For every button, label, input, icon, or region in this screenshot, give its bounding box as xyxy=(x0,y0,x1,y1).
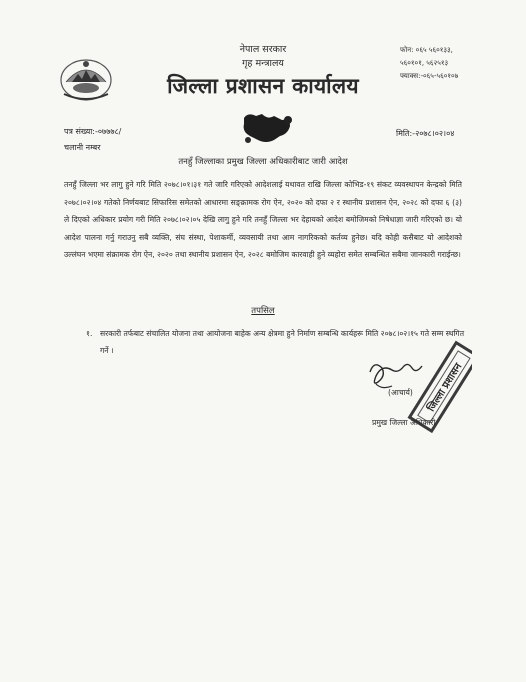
office-title: जिल्ला प्रशासन कार्यालय xyxy=(167,74,359,98)
government-name: नेपाल सरकार xyxy=(239,44,287,55)
stamp-text: जिल्ला प्रशासन xyxy=(426,361,465,414)
ministry-name: गृह मन्त्रालय xyxy=(242,58,284,69)
ink-blot-mark xyxy=(238,110,296,146)
signatory-designation: प्रमुख जिल्ला अधिकारी xyxy=(372,418,436,427)
subject-line: तनहुँ जिल्लाका प्रमुख जिल्ला अधिकारीबाट जारी आदेश xyxy=(178,157,348,167)
order-body: तनहुँ जिल्ला भर लागु हुने गरि मिति २०७८।०१।३१ गते जारि गरिएको आदेशलाई यथावत राखि जिल्ला कोभिड-१९ संकट व्यवस्थापन केन्द्रको मिति २०७८।०२।०४ गतेको निर्णयबाट सिफारिस समेतको आधारमा सङ्क्रामक रोग ऐन, २०२० को दफा २ र स्थानीय प्रशासन ऐन, २०२८ को दफा ६ (३) ले दिएको अधिकार प्रयोग गरी मिति २०७८।०२।०५ देखि लागु हुने गरि तनहुँ जिल्ला भर देहायको आदेश बमोजिमको निषेधाज्ञा जारी गरिएको छ। यो आदेश पालना गर्नु गराउनु सबै व्यक्ति, संघ संस्था, पेशाकर्मी, व्यवसायी तथा आम नागरिकको कर्तव्य हुनेछ। यदि कोही कसैबाट यो आदेशको उल्लंघन भएमा संक्रामक रोग ऐन, २०२० तथा स्थानीय प्रशासन ऐन, २०२८ बमोजिम कारवाही हुने व्यहोरा समेत सम्बन्धित सबैमा जानकारी गराईन्छ। xyxy=(64,180,462,260)
schedule-heading: तपसिल xyxy=(251,306,275,316)
contact-fax: फ्याक्स:-०६५-५६०१०७ xyxy=(400,72,459,80)
reference-block xyxy=(64,124,121,156)
contact-block xyxy=(400,44,515,83)
letter-date: मिति:-२०७८।०२।०४ xyxy=(396,129,455,138)
item-text: सरकारी तर्फबाट संचालित योजना तथा आयोजना बाहेक अन्य क्षेत्रमा हुने निर्माण सम्बन्धि कार्यहरू मिति २०७८।०२।१५ गते सम्म स्थगित गर्ने । xyxy=(100,329,465,355)
signatory-name: (आचार्य) xyxy=(388,388,413,397)
reference-number: पत्र संख्या:-०७७७८/ xyxy=(64,127,122,136)
item-number: १. xyxy=(86,329,93,338)
signature-and-stamp xyxy=(362,338,472,448)
handwritten-signature xyxy=(370,364,422,387)
contact-phone-1: फोन: ०६५ ५६०१३३, xyxy=(400,46,453,54)
dispatch-number: चलानी नम्बर xyxy=(64,143,101,152)
contact-phone-2: ५६०१०१, ५६२५१३ xyxy=(400,59,449,67)
